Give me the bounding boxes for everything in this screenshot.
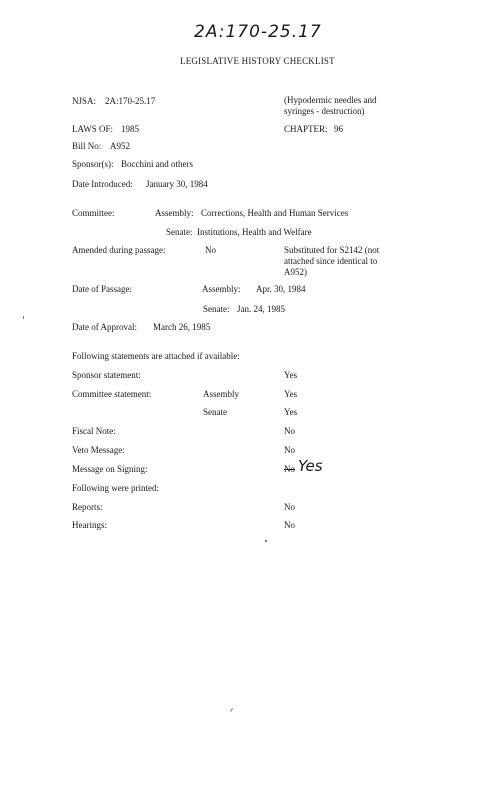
- approval-label: Date of Approval:: [72, 322, 137, 332]
- fiscal-note-label: Fiscal Note:: [72, 426, 116, 436]
- committee-statement-label: Committee statement:: [72, 389, 152, 399]
- njsa-value: 2A:170-25.17: [105, 96, 156, 106]
- reports-value: No: [284, 502, 295, 512]
- substituted-line-1: Substituted for S2142 (not: [284, 245, 380, 255]
- sponsors-value: Bocchini and others: [121, 159, 193, 169]
- committee-senate-value: Institutions, Health and Welfare: [197, 227, 312, 237]
- amended-value: No: [205, 245, 216, 255]
- approval-value: March 26, 1985: [153, 322, 211, 332]
- message-on-signing-label: Message on Signing:: [72, 464, 148, 474]
- fiscal-note-value: No: [284, 426, 295, 436]
- date-introduced-label: Date Introduced:: [72, 179, 133, 189]
- committee-assembly-label: Assembly:: [155, 208, 194, 218]
- passage-senate-value: Jan. 24, 1985: [237, 304, 285, 314]
- committee-statement-senate-label: Senate: [203, 407, 227, 417]
- message-on-signing-struck-value: No: [284, 464, 295, 474]
- reports-label: Reports:: [72, 502, 103, 512]
- scan-speck: [265, 540, 267, 542]
- veto-message-value: No: [284, 445, 295, 455]
- veto-message-label: Veto Message:: [72, 445, 125, 455]
- laws-of-label: LAWS OF:: [72, 124, 114, 134]
- scan-speck: [230, 708, 233, 712]
- committee-assembly-value: Corrections, Health and Human Services: [201, 208, 349, 218]
- subject-line-2: syringes - destruction): [284, 106, 365, 116]
- bill-no-value: A952: [110, 141, 130, 151]
- passage-assembly-label: Assembly:: [202, 284, 241, 294]
- committee-statement-assembly-value: Yes: [284, 389, 298, 399]
- committee-statement-senate-value: Yes: [284, 407, 298, 417]
- chapter-label: CHAPTER:: [284, 124, 328, 134]
- hearings-value: No: [284, 520, 295, 530]
- passage-label: Date of Passage:: [72, 284, 132, 294]
- passage-senate-label: Senate:: [203, 304, 230, 314]
- sponsor-statement-value: Yes: [284, 370, 298, 380]
- laws-of-value: 1985: [121, 124, 139, 134]
- njsa-label: NJSA:: [72, 96, 97, 106]
- committee-statement-assembly-label: Assembly: [203, 389, 239, 399]
- sponsor-statement-label: Sponsor statement:: [72, 370, 141, 380]
- statements-header: Following statements are attached if available:: [72, 351, 240, 361]
- hearings-label: Hearings:: [72, 520, 107, 530]
- handwritten-statute-number: 2A:170-25.17: [194, 22, 322, 42]
- committee-senate-label: Senate:: [166, 227, 193, 237]
- printed-header: Following were printed:: [72, 483, 159, 493]
- passage-assembly-value: Apr. 30, 1984: [256, 284, 306, 294]
- chapter-value: 96: [334, 124, 343, 134]
- date-introduced-value: January 30, 1984: [146, 179, 208, 189]
- substituted-line-3: A952): [284, 267, 307, 277]
- amended-label: Amended during passage:: [72, 245, 166, 255]
- committee-label: Committee:: [72, 208, 115, 218]
- page-title: LEGISLATIVE HISTORY CHECKLIST: [180, 56, 335, 66]
- handwritten-yes-correction: Yes: [298, 457, 323, 475]
- sponsors-label: Sponsor(s):: [72, 159, 114, 169]
- subject-line-1: (Hypodermic needles and: [284, 95, 377, 105]
- substituted-line-2: attached since identical to: [284, 256, 378, 266]
- scan-speck: [23, 316, 24, 319]
- bill-no-label: Bill No:: [72, 141, 102, 151]
